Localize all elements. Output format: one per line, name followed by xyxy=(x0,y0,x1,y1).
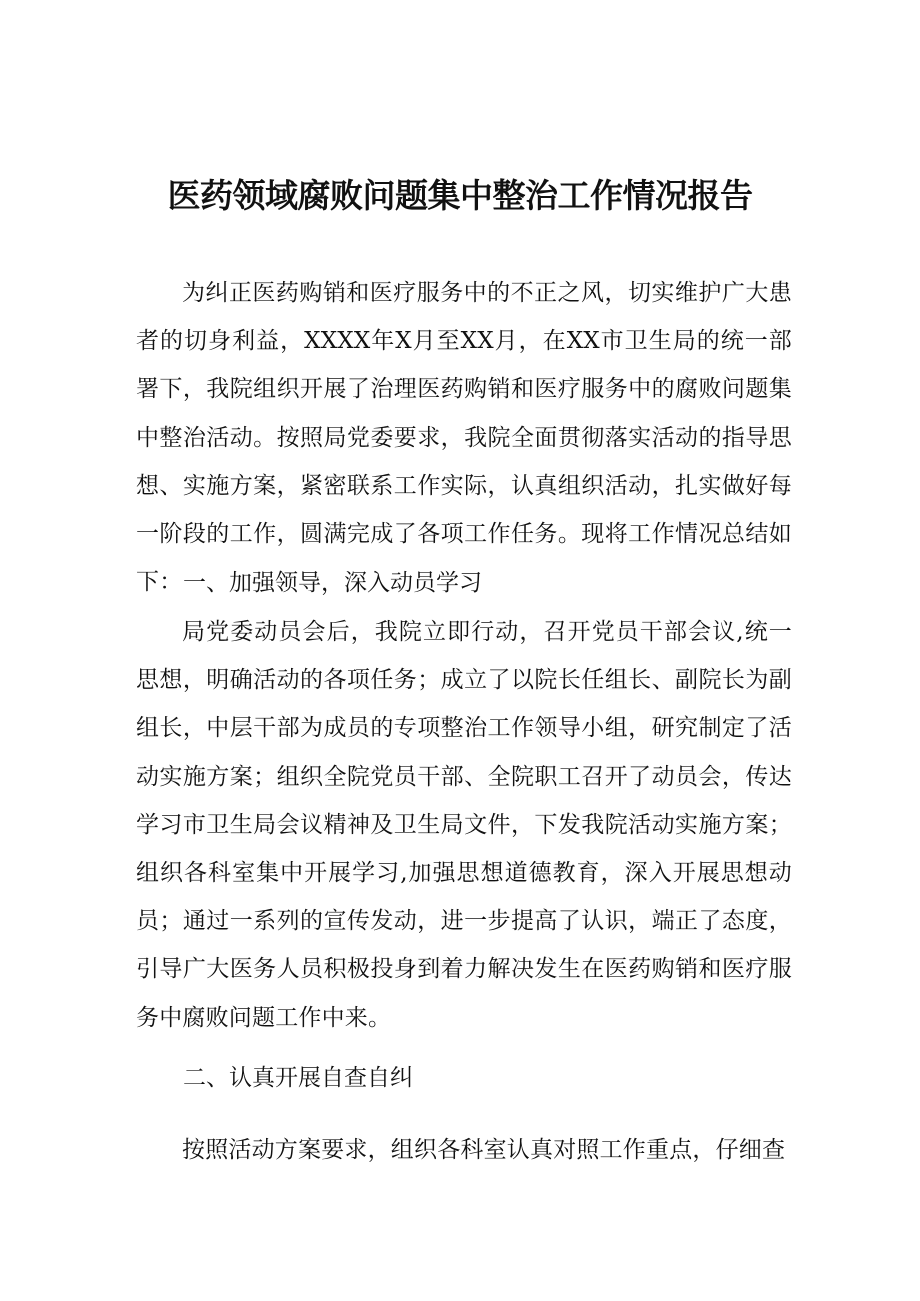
section-2-body: 按照活动方案要求，组织各科室认真对照工作重点，仔细查 xyxy=(182,1137,786,1163)
section-2-heading: 二、认真开展自查自纠 xyxy=(183,1065,413,1091)
section-1-body: 局党委动员会后，我院立即行动，召开党员干部会议,统一思想，明确活动的各项任务；成立了以院长任组长、副院长为副组长，中层干部为成员的专项整治工作领导小组，研究制定了活动实施方案；组织全院党员干部、全院职工召开了动员会，传达学习市卫生局会议精神及卫生局文件，下发我院活动实施方案；组织各科室集中开展学习,加强思想道德教育，深入开展思想动员；通过一系列的宣传发动，进一步提高了认识，端正了态度，引导广大医务人员积极投身到着力解决发生在医药购销和医疗服务中腐败问题工作中来。 xyxy=(136,619,792,1031)
intro-paragraph: 为纠正医药购销和医疗服务中的不正之风，切实维护广大患者的切身利益，XXXX年X月至XX月，在XX市卫生局的统一部署下，我院组织开展了治理医药购销和医疗服务中的腐败问题集中整治活动。按照局党委要求，我院全面贯彻落实活动的指导思想、实施方案，紧密联系工作实际，认真组织活动，扎实做好每一阶段的工作，圆满完成了各项工作任务。现将工作情况总结如下： xyxy=(136,280,792,596)
section-1-heading: 一、加强领导，深入动员学习 xyxy=(183,570,482,596)
document-title: 医药领域腐败问题集中整治工作情况报告 xyxy=(167,176,753,215)
